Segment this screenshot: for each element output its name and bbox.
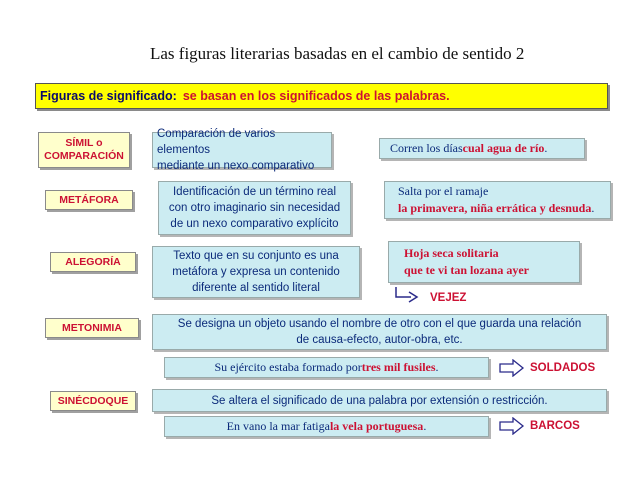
label-alegoria: ALEGORÍA: [50, 252, 136, 272]
page-title: Las figuras literarias basadas en el cambio de sentido 2: [150, 44, 525, 63]
example-alegoria-line1: Hoja seca solitaria: [404, 246, 499, 260]
desc-metafora-line1: Identificación de un término real: [172, 186, 336, 198]
example-metafora: [384, 181, 611, 219]
label-simil: [38, 132, 130, 168]
desc-metafora-line3: de un nexo comparativo explícito: [170, 218, 339, 230]
desc-simil-line2: mediante un nexo comparativo: [157, 160, 315, 172]
label-simil-line1: SÍMIL o: [65, 137, 103, 149]
definition-bar: [35, 83, 608, 109]
desc-sinecdoque: Se altera el significado de una palabra por extensión o restricción.: [152, 389, 607, 412]
arrow-alegoria-icon: [393, 285, 423, 305]
desc-metafora: [158, 181, 351, 235]
label-sinecdoque: SINÉCDOQUE: [50, 391, 136, 411]
definition-label: Figuras de significado:: [40, 89, 177, 103]
example-simil-pre: Corren los días: [390, 141, 463, 155]
result-alegoria: VEJEZ: [430, 292, 467, 304]
example-simil-post: .: [544, 141, 548, 155]
result-sinecdoque: BARCOS: [530, 420, 580, 432]
arrow-metonimia-icon: [499, 359, 525, 377]
label-metafora: METÁFORA: [45, 190, 133, 210]
example-simil-highlight: cual agua de río: [462, 141, 545, 155]
example-simil: [379, 138, 585, 159]
example-metafora-post: .: [591, 201, 595, 215]
desc-simil-line1: Comparación de varios elementos: [157, 128, 276, 156]
definition-value: se basan en los significados de las palabras.: [182, 89, 450, 103]
example-alegoria: [388, 241, 580, 283]
label-simil-line2: COMPARACIÓN: [44, 150, 124, 162]
example-sinecdoque-pre: En vano la mar fatiga: [226, 419, 330, 433]
desc-metonimia-line2: de causa-efecto, autor-obra, etc.: [296, 334, 463, 346]
label-metonimia: METONIMIA: [45, 318, 139, 338]
example-metonimia-post: .: [435, 360, 439, 374]
desc-metafora-line2: con otro imaginario sin necesidad: [168, 202, 341, 214]
arrow-sinecdoque-icon: [499, 417, 525, 435]
desc-simil: [152, 128, 332, 172]
desc-metonimia-line1: Se designa un objeto usando el nombre de otro con el que guarda una relación: [177, 318, 582, 330]
desc-alegoria-line1: Texto que en su conjunto es una: [173, 250, 339, 262]
example-sinecdoque-post: .: [423, 419, 427, 433]
example-alegoria-line2: que te vi tan lozana ayer: [404, 263, 529, 277]
example-sinecdoque-highlight: la vela portuguesa: [329, 419, 424, 433]
desc-alegoria: [152, 246, 360, 298]
example-metonimia: [164, 357, 489, 378]
example-metonimia-highlight: tres mil fusiles: [361, 360, 436, 374]
desc-alegoria-line3: diferente al sentido literal: [192, 282, 320, 294]
desc-metonimia: [152, 314, 607, 350]
example-metonimia-pre: Su ejército estaba formado por: [214, 360, 362, 374]
example-metafora-line2: la primavera, niña errática y desnuda: [398, 201, 592, 215]
desc-alegoria-line2: metáfora y expresa un contenido: [172, 266, 340, 278]
example-sinecdoque: [164, 416, 489, 437]
result-metonimia: SOLDADOS: [530, 362, 596, 374]
example-metafora-line1: Salta por el ramaje: [398, 184, 489, 198]
